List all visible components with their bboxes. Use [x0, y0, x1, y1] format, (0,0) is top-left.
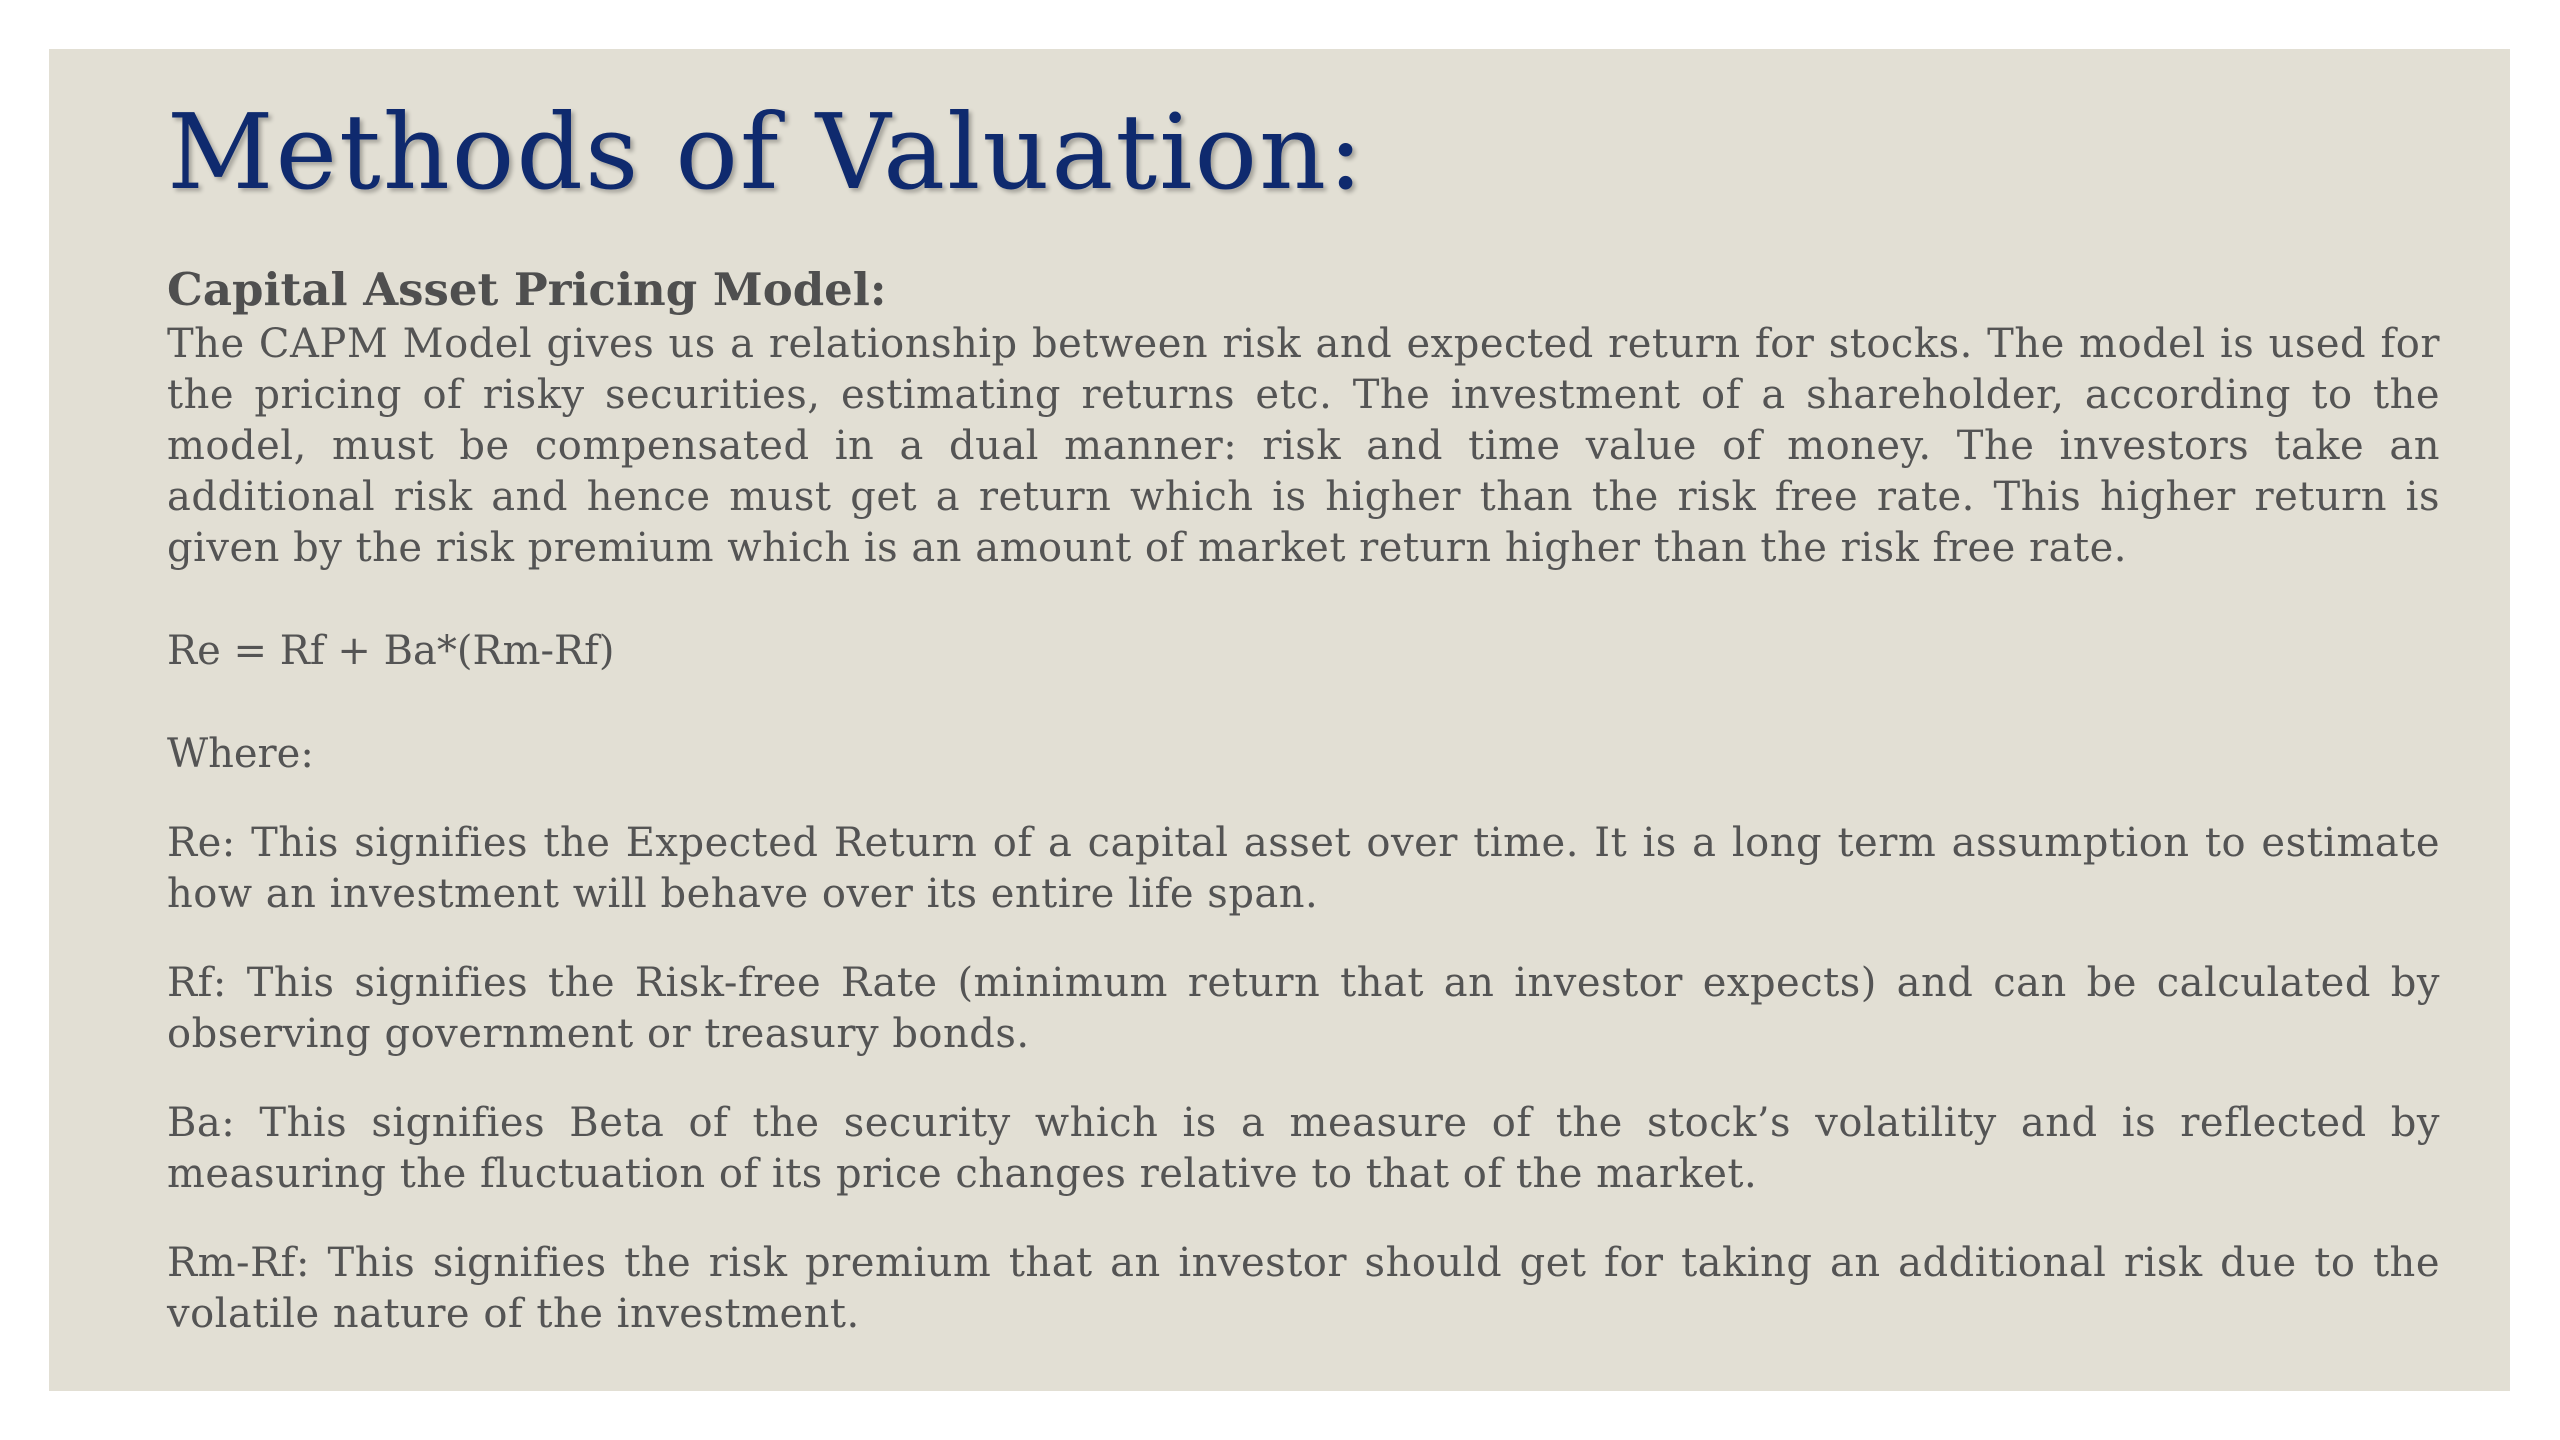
slide-content — [167, 261, 2440, 1340]
definition-re: Re: This signifies the Expected Return of a capital asset over time. It is a long term assumption to estimate how an investment will behave over its entire life span. — [167, 820, 2440, 917]
capm-formula: Re = Rf + Ba*(Rm-Rf) — [167, 628, 615, 674]
slide — [49, 49, 2510, 1391]
where-label: Where: — [167, 731, 314, 777]
definition-rm-rf: Rm-Rf: This signifies the risk premium that an investor should get for taking an additional risk due to the volatile nature of the investment. — [167, 1240, 2440, 1337]
definition-rf: Rf: This signifies the Risk-free Rate (minimum return that an investor expects) and can be calculated by observing government or treasury bonds. — [167, 960, 2440, 1057]
slide-title: Methods of Valuation: — [167, 91, 1366, 213]
intro-paragraph: The CAPM Model gives us a relationship between risk and expected return for stocks. The model is used for the pricing of risky securities, estimating returns etc. The investment of a shareholder, according to the model, must be compensated in a dual manner: risk and time value of money. The investors take an additional risk and hence must get a return which is higher than the risk free rate. This higher return is given by the risk premium which is an amount of market return higher than the risk free rate. — [167, 321, 2440, 571]
definition-ba: Ba: This signifies Beta of the security which is a measure of the stock’s volatility and is reflected by measuring the fluctuation of its price changes relative to that of the market. — [167, 1100, 2440, 1197]
section-heading: Capital Asset Pricing Model: — [167, 263, 887, 316]
